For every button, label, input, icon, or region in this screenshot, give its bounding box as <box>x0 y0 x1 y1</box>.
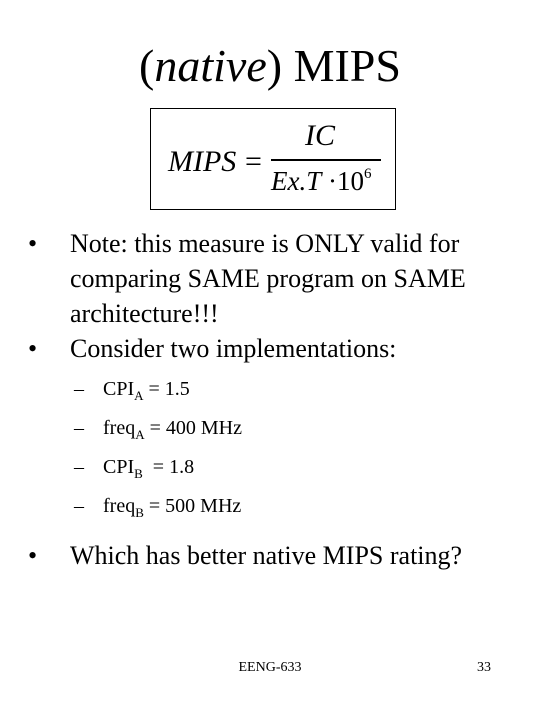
bullet-dot: • <box>28 541 38 570</box>
dash: – <box>74 456 84 478</box>
formula-denominator-var: Ex.T <box>271 166 322 196</box>
bullet-dot: • <box>28 229 38 258</box>
implementation-list <box>28 373 528 529</box>
formula-equals: = <box>245 145 262 178</box>
sub-item-value: = 1.8 <box>142 456 195 478</box>
bullet-text: Which has better native MIPS rating? <box>70 541 463 570</box>
bullet-dot: • <box>28 334 38 363</box>
sub-item-base: CPI <box>103 378 135 400</box>
sub-item-cpi-a <box>28 373 528 412</box>
footer-course-label: EENG-633 <box>238 660 302 675</box>
bullet-consider <box>28 331 528 366</box>
formula-lhs: MIPS <box>168 145 237 178</box>
sub-item-value: = 1.5 <box>143 378 190 400</box>
page-number: 33 <box>477 660 491 675</box>
bullet-question <box>28 538 528 573</box>
sub-item-subscript: B <box>135 505 144 520</box>
bullet-note <box>28 226 528 331</box>
formula-numerator: IC <box>305 119 335 152</box>
slide-title <box>0 38 540 94</box>
sub-item-freq-b <box>28 490 528 529</box>
sub-item-value: = 400 MHz <box>144 417 242 439</box>
title-close-paren: ) <box>266 40 283 91</box>
title-italic: native <box>154 40 267 91</box>
formula-denominator-exp: 6 <box>364 166 372 182</box>
dash: – <box>74 417 84 439</box>
formula-denominator-mult: ·10 <box>321 166 364 196</box>
title-rest: MIPS <box>282 40 401 91</box>
fraction-bar <box>271 159 381 161</box>
sub-item-subscript: B <box>134 466 143 481</box>
sub-item-value: = 500 MHz <box>143 495 242 517</box>
dash: – <box>74 495 84 517</box>
formula-denominator <box>271 166 372 197</box>
title-open-paren: ( <box>139 40 155 91</box>
sub-item-subscript: A <box>134 388 144 403</box>
sub-item-freq-a <box>28 412 528 451</box>
sub-item-subscript: A <box>135 427 145 442</box>
sub-item-cpi-b <box>28 451 528 490</box>
bullet-text: Consider two implementations: <box>70 334 397 363</box>
bullet-text: Note: this measure is ONLY valid for comparing SAME program on SAME architecture!!! <box>70 229 466 328</box>
sub-item-base: freq <box>103 495 136 517</box>
dash: – <box>74 378 84 400</box>
mips-formula-box <box>150 108 396 210</box>
bullet-list <box>28 226 528 573</box>
sub-item-base: freq <box>103 417 136 439</box>
sub-item-base: CPI <box>103 456 135 478</box>
